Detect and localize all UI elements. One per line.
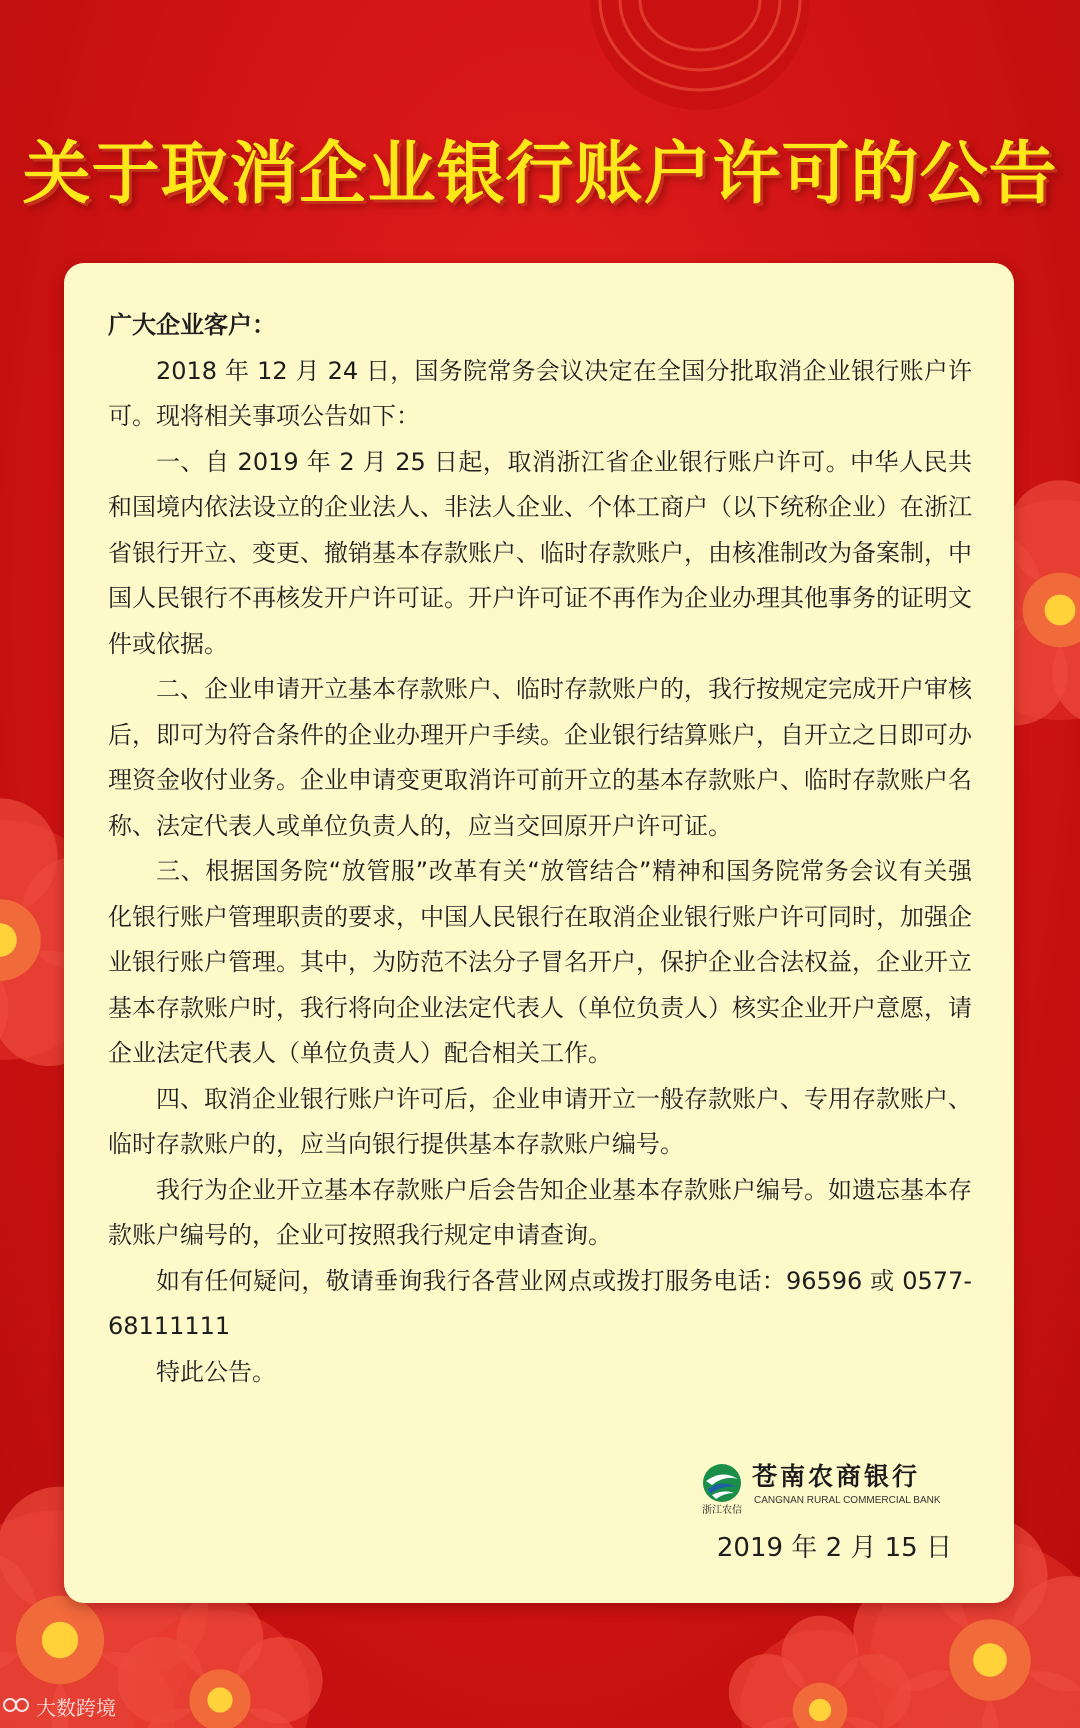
notice-paragraph: 一、自 2019 年 2 月 25 日起，取消浙江省企业银行账户许可。中华人民共和国境内依法设立的企业法人、非法人企业、个体工商户（以下统称企业）在浙江省银行开立、变更、撤销基本存款账户、临时存款账户，由核准制改为备案制，中国人民银行不再核发开户许可证。开户许可证不再作为企业办理其他事务的证明文件或依据。: [108, 447, 972, 658]
watermark-text: 大数跨境: [36, 1696, 116, 1720]
notice-closing: 特此公告。: [156, 1357, 276, 1386]
bank-logo: [698, 1461, 941, 1517]
bank-name: 苍南农商银行: [752, 1462, 921, 1491]
notice-paragraph: 二、企业申请开立基本存款账户、临时存款账户的，我行按规定完成开户审核后，即可为符合条件的企业办理开户手续。企业银行结算账户，自开立之日即可办理资金收付业务。企业申请变更取消许可前开立的基本存款账户、临时存款账户名称、法定代表人或单位负责人的，应当交回原开户许可证。: [108, 675, 972, 840]
notice-paragraph: 四、取消企业银行账户许可后，企业申请开立一般存款账户、专用存款账户、临时存款账户的，应当向银行提供基本存款账户编号。: [108, 1084, 972, 1158]
notice-paragraph: 三、根据国务院“放管服”改革有关“放管结合”精神和国务院常务会议有关强化银行账户管理职责的要求，中国人民银行在取消企业银行账户许可同时，加强企业银行账户管理。其中，为防范不法分子冒名开户，保护企业合法权益，企业开立基本存款账户时，我行将向企业法定代表人（单位负责人）核实企业开户意愿，请企业法定代表人（单位负责人）配合相关工作。: [108, 857, 972, 1067]
notice-paragraph: 我行为企业开立基本存款账户后会告知企业基本存款账户编号。如遗忘基本存款账户编号的，企业可按照我行规定申请查询。: [108, 1175, 972, 1249]
page-title: 关于取消企业银行账户许可的公告: [22, 135, 1058, 214]
logo-sub-label: 浙江农信: [702, 1505, 742, 1516]
notice-greeting: 广大企业客户：: [108, 311, 276, 339]
notice-paragraph: 2018 年 12 月 24 日，国务院常务会议决定在全国分批取消企业银行账户许可。现将相关事项公告如下：: [108, 356, 972, 430]
fan-decoration: [590, 0, 810, 110]
watermark: [2, 1690, 162, 1720]
notice-card: [64, 263, 1014, 1603]
notice-date: 2019 年 2 月 15 日: [716, 1533, 952, 1563]
watermark-logo-icon: [2, 1694, 32, 1716]
bank-english-name: CANGNAN RURAL COMMERCIAL BANK: [754, 1495, 941, 1506]
notice-paragraph: 如有任何疑问，敬请垂询我行各营业网点或拨打服务电话：96596 或 0577-68111111: [108, 1266, 972, 1340]
notice-body: [108, 303, 972, 1395]
